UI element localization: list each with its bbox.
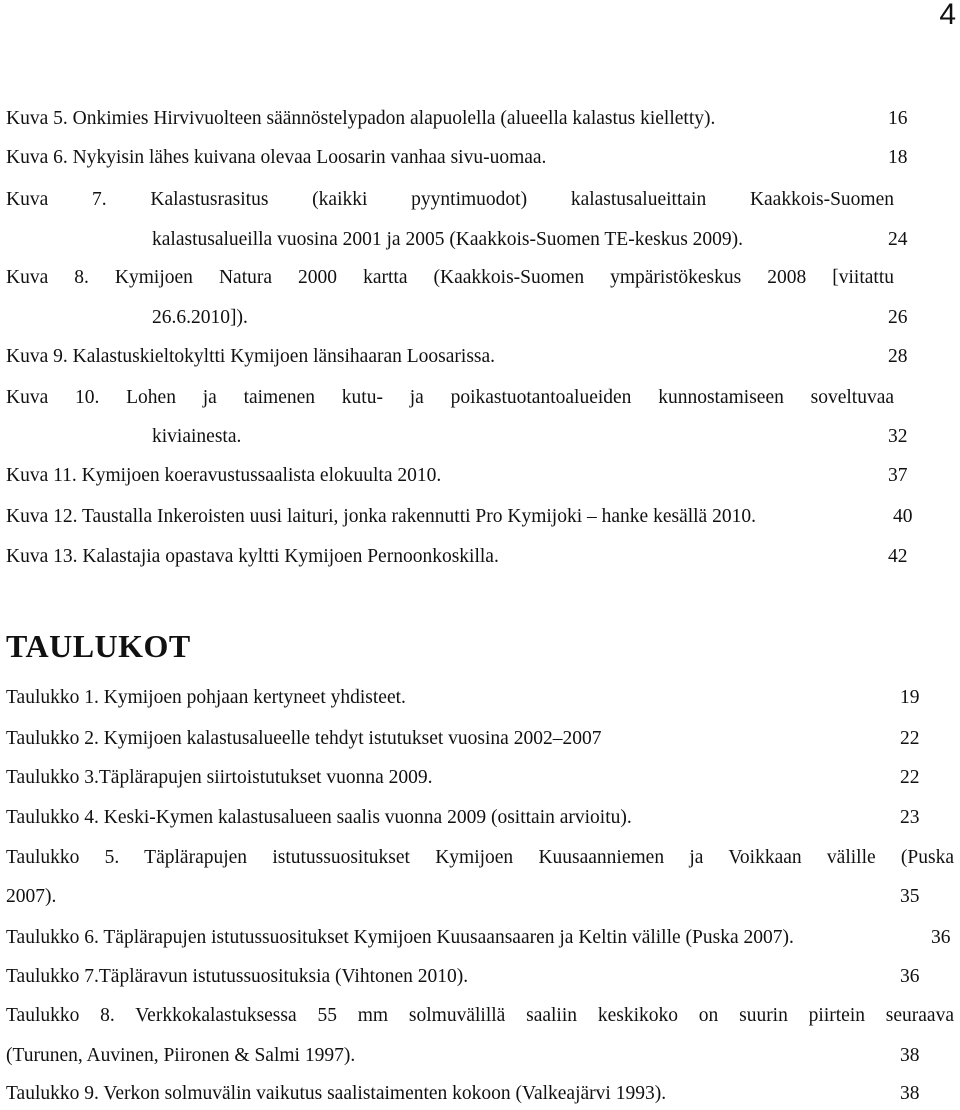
figure-6-entry: Kuva 6. Nykyisin lähes kuivana olevaa Loosarin vanhaa sivu-uomaa.	[6, 147, 547, 168]
figure-7-page: 24	[888, 229, 908, 250]
table-9-entry: Taulukko 9. Verkon solmuvälin vaikutus saalistaimenten kokoon (Valkeajärvi 1993).	[6, 1083, 667, 1104]
table-7-page: 36	[900, 966, 920, 987]
figure-10-page: 32	[888, 426, 908, 447]
table-6-entry: Taulukko 6. Täplärapujen istutussuositukset Kymijoen Kuusaansaaren ja Keltin välille (Puska 2007).	[6, 927, 794, 948]
figure-12-entry: Kuva 12. Taustalla Inkeroisten uusi laituri, jonka rakennutti Pro Kymijoki – hanke kesällä 2010.	[6, 506, 756, 527]
figure-8-entry-line1: Kuva 8. Kymijoen Natura 2000 kartta (Kaakkois-Suomen ympäristökeskus 2008 [viitattu	[6, 267, 894, 288]
figure-5-page: 16	[888, 108, 908, 129]
table-4-entry: Taulukko 4. Keski-Kymen kalastusalueen saalis vuonna 2009 (osittain arvioitu).	[6, 807, 632, 828]
table-3-page: 22	[900, 767, 920, 788]
figure-13-page: 42	[888, 546, 908, 567]
figure-8-entry-line2: 26.6.2010]).	[152, 307, 248, 328]
figure-11-page: 37	[888, 465, 908, 486]
table-7-entry: Taulukko 7.Täpläravun istutussuosituksia (Vihtonen 2010).	[6, 966, 469, 987]
table-6-page: 36	[931, 927, 951, 948]
figure-13-entry: Kuva 13. Kalastajia opastava kyltti Kymijoen Pernoonkoskilla.	[6, 546, 499, 567]
table-8-entry-line2: (Turunen, Auvinen, Piironen & Salmi 1997).	[6, 1045, 356, 1066]
table-5-entry-line1: Taulukko 5. Täplärapujen istutussuositukset Kymijoen Kuusaanniemen ja Voikkaan välille (Puska	[6, 847, 954, 868]
table-2-entry: Taulukko 2. Kymijoen kalastusalueelle tehdyt istutukset vuosina 2002–2007	[6, 728, 602, 749]
figure-10-entry-line2: kiviainesta.	[152, 426, 242, 447]
table-2-page: 22	[900, 728, 920, 749]
figure-12-page: 40	[893, 506, 913, 527]
tables-heading: TAULUKOT	[6, 628, 191, 664]
page-number: 4	[939, 0, 956, 31]
table-5-entry-line2: 2007).	[6, 886, 57, 907]
table-4-page: 23	[900, 807, 920, 828]
figure-5-entry: Kuva 5. Onkimies Hirvivuolteen säännöstelypadon alapuolella (alueella kalastus kielletty).	[6, 108, 716, 129]
figure-10-entry-line1: Kuva 10. Lohen ja taimenen kutu- ja poikastuotantoalueiden kunnostamiseen soveltuvaa	[6, 387, 894, 408]
table-3-entry: Taulukko 3.Täplärapujen siirtoistutukset vuonna 2009.	[6, 767, 433, 788]
figure-9-page: 28	[888, 346, 908, 367]
figure-7-entry-line2: kalastusalueilla vuosina 2001 ja 2005 (Kaakkois-Suomen TE-keskus 2009).	[152, 229, 744, 250]
figure-7-entry-line1: Kuva 7. Kalastusrasitus (kaikki pyyntimuodot) kalastusalueittain Kaakkois-Suomen	[6, 189, 894, 210]
table-5-page: 35	[900, 886, 920, 907]
table-8-page: 38	[900, 1045, 920, 1066]
figure-6-page: 18	[888, 147, 908, 168]
table-8-entry-line1: Taulukko 8. Verkkokalastuksessa 55 mm solmuvälillä saaliin keskikoko on suurin piirtein seuraava	[6, 1005, 954, 1026]
table-1-page: 19	[900, 687, 920, 708]
figure-9-entry: Kuva 9. Kalastuskieltokyltti Kymijoen länsihaaran Loosarissa.	[6, 346, 496, 367]
table-1-entry: Taulukko 1. Kymijoen pohjaan kertyneet yhdisteet.	[6, 687, 406, 708]
table-9-page: 38	[900, 1083, 920, 1104]
figure-8-page: 26	[888, 307, 908, 328]
figure-11-entry: Kuva 11. Kymijoen koeravustussaalista elokuulta 2010.	[6, 465, 442, 486]
